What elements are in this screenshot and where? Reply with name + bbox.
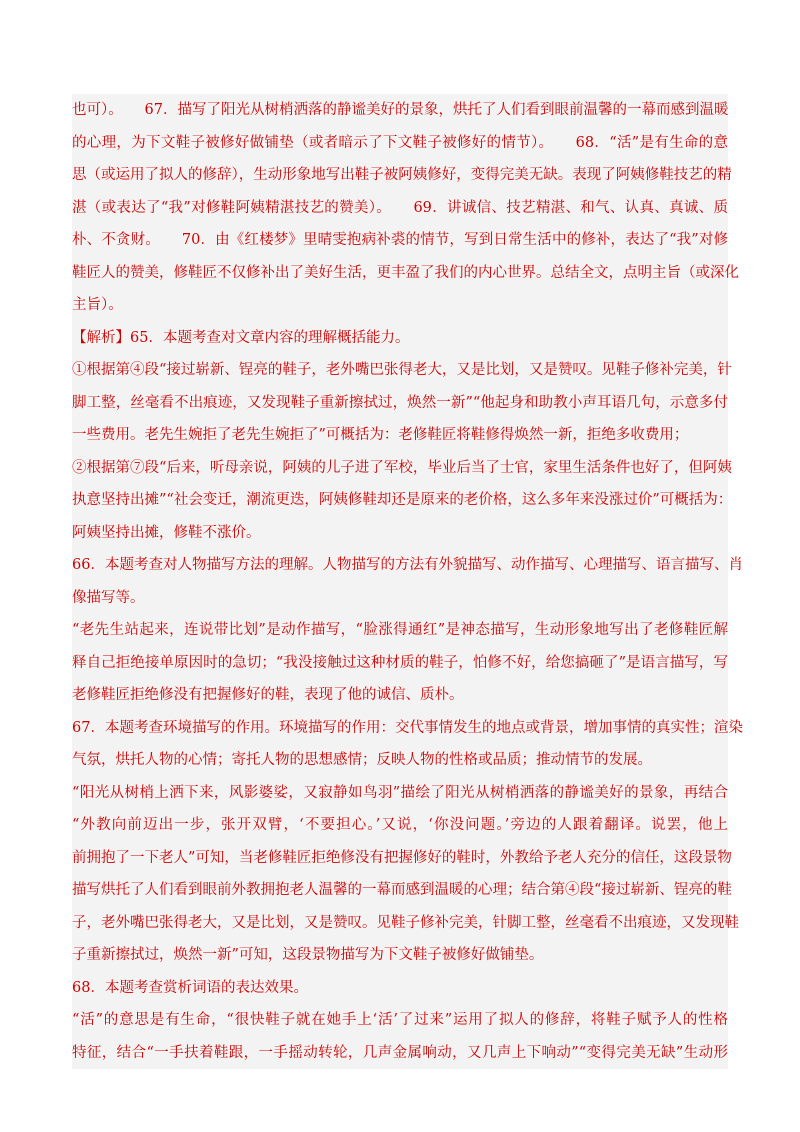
text-line: 主旨）。 [72,289,728,322]
text-line: 也可）。 67．描写了阳光从树梢洒落的静谧美好的景象，烘托了人们看到眼前温馨的一幕而感到温暖 [72,94,728,127]
text-line: 释自己拒绝接单原因时的急切；“我没接触过这种材质的鞋子，怕修不好，给您搞砸了”是语言描写，写 [72,647,728,680]
text-line: 68．本题考查赏析词语的表达效果。 [72,972,728,1005]
text-line: 朴、不贪财。 70．由《红楼梦》里晴雯抱病补裘的情节，写到日常生活中的修补，表达了“我”对修 [72,224,728,257]
text-line: 鞋匠人的赞美，修鞋匠不仅修补出了美好生活，更丰盈了我们的内心世界。总结全文，点明主旨（或深化 [72,257,728,290]
text-line: “活”的意思是有生命，“很快鞋子就在她手上‘活’了过来”运用了拟人的修辞，将鞋子赋予人的性格 [72,1004,728,1037]
text-line: 思（或运用了拟人的修辞），生动形象地写出鞋子被阿姨修好，变得完美无缺。表现了阿姨修鞋技艺的精 [72,159,728,192]
text-line: 前拥抱了一下老人”可知，当老修鞋匠拒绝修没有把握修好的鞋时，外教给予老人充分的信任，这段景物 [72,842,728,875]
text-line: 执意坚持出摊”“社会变迁，潮流更迭，阿姨修鞋却还是原来的老价格，这么多年来没涨过价”可概括为： [72,484,728,517]
text-line: 【解析】65．本题考查对文章内容的理解概括能力。 [72,322,728,355]
text-line: 一些费用。老先生婉拒了老先生婉拒了”可概括为：老修鞋匠将鞋修得焕然一新，拒绝多收费用； [72,419,728,452]
text-line: “老先生站起来，连说带比划”是动作描写，“脸涨得通红”是神态描写，生动形象地写出了老修鞋匠解 [72,614,728,647]
text-line: “阳光从树梢上洒下来，风影婆娑，又寂静如鸟羽”描绘了阳光从树梢洒落的静谧美好的景象，再结合 [72,777,728,810]
text-line: 67．本题考查环境描写的作用。环境描写的作用：交代事情发生的地点或背景，增加事情的真实性；渲染 [72,712,728,745]
text-line: 湛（或表达了“我”对修鞋阿姨精湛技艺的赞美）。 69．讲诚信、技艺精湛、和气、认真、真诚、质 [72,192,728,225]
text-line: 子重新擦拭过，焕然一新”可知，这段景物描写为下文鞋子被修好做铺垫。 [72,939,728,972]
text-line: 阿姨坚持出摊，修鞋不涨价。 [72,517,728,550]
text-line: 66．本题考查对人物描写方法的理解。人物描写的方法有外貌描写、动作描写、心理描写、语言描写、肖 [72,549,728,582]
text-line: 的心理，为下文鞋子被修好做铺垫（或者暗示了下文鞋子被修好的情节）。 68．“活”是有生命的意 [72,127,728,160]
text-line: “外教向前迈出一步，张开双臂，‘不要担心。’又说，‘你没问题。’旁边的人跟着翻译。说罢，他上 [72,809,728,842]
text-line: 特征，结合“一手扶着鞋跟，一手摇动转轮，几声金属响动，又几声上下响动”“变得完美无缺”生动形 [72,1037,728,1070]
answer-analysis-text [72,94,743,1069]
text-line: 气氛，烘托人物的心情；寄托人物的思想感情；反映人物的性格或品质；推动情节的发展。 [72,744,728,777]
text-line: 子，老外嘴巴张得老大，又是比划，又是赞叹。见鞋子修补完美，针脚工整，丝毫看不出痕迹，又发现鞋 [72,907,728,940]
text-line: 像描写等。 [72,582,728,615]
text-line: 脚工整，丝毫看不出痕迹，又发现鞋子重新擦拭过，焕然一新”“他起身和助教小声耳语几句，示意多付 [72,387,728,420]
text-line: ①根据第④段“接过崭新、锃亮的鞋子，老外嘴巴张得老大，又是比划，又是赞叹。见鞋子修补完美，针 [72,354,728,387]
text-line: 老修鞋匠拒绝修没有把握修好的鞋，表现了他的诚信、质朴。 [72,679,728,712]
text-line: 描写烘托了人们看到眼前外教拥抱老人温馨的一幕而感到温暖的心理；结合第④段“接过崭新、锃亮的鞋 [72,874,728,907]
text-line: ②根据第⑦段“后来，听母亲说，阿姨的儿子进了军校，毕业后当了士官，家里生活条件也好了，但阿姨 [72,452,728,485]
